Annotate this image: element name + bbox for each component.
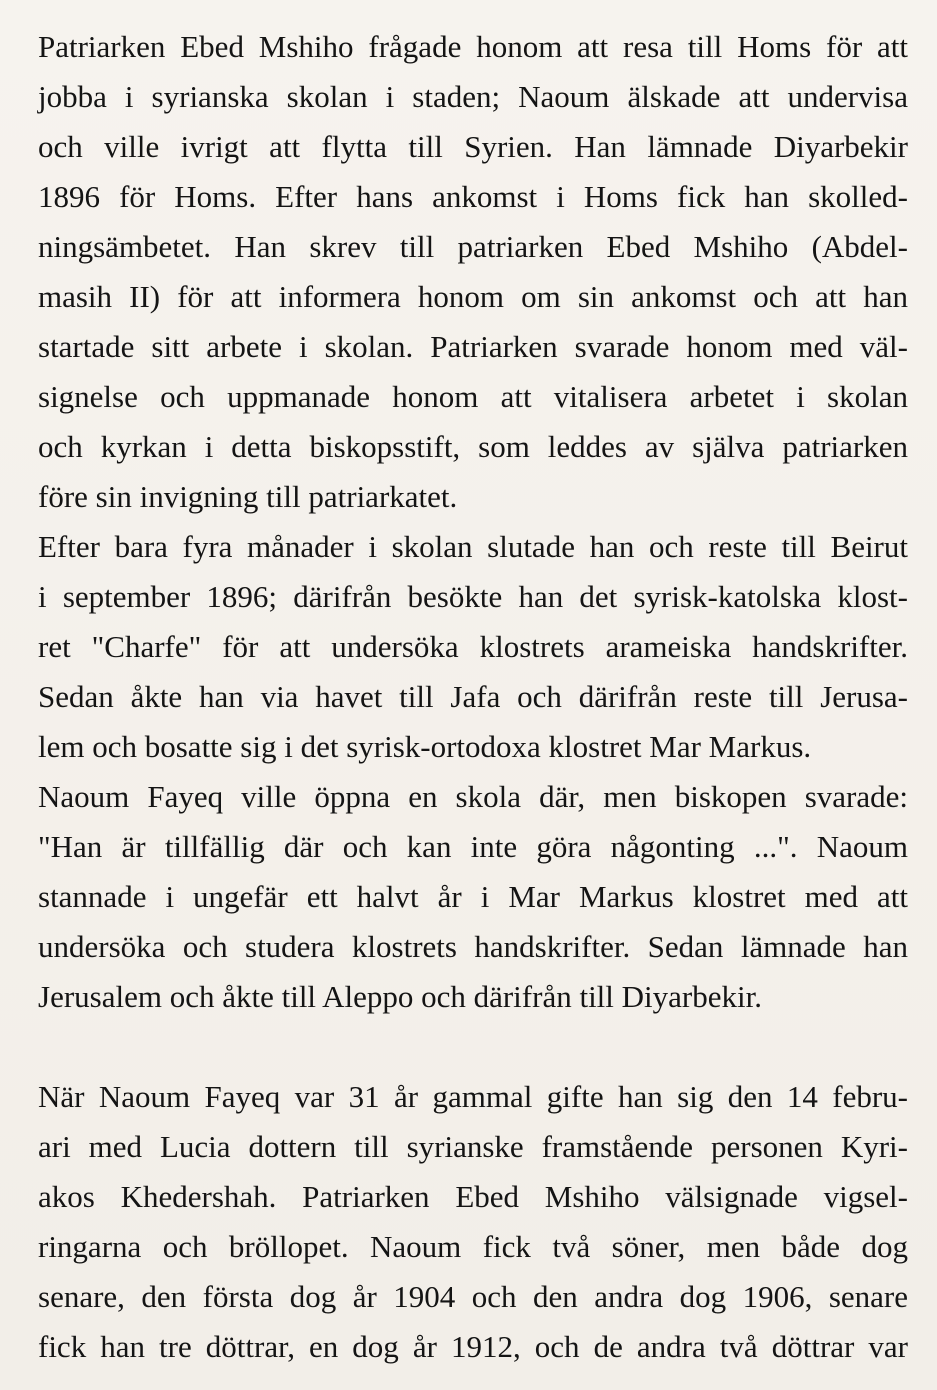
text-line: akos Khedershah. Patriarken Ebed Mshiho välsignade vigsel- bbox=[38, 1179, 908, 1214]
paragraph-4 bbox=[38, 1072, 908, 1372]
text-line: signelse och uppmanade honom att vitalisera arbetet i skolan bbox=[38, 379, 908, 414]
text-line: Sedan åkte han via havet till Jafa och därifrån reste till Jerusa- bbox=[38, 679, 908, 714]
paragraph-1 bbox=[38, 22, 908, 522]
text-line: lem och bosatte sig i det syrisk-ortodoxa klostret Mar Markus. bbox=[38, 729, 812, 764]
text-line: före sin invigning till patriarkatet. bbox=[38, 479, 458, 514]
text-line: Naoum Fayeq ville öppna en skola där, men biskopen svarade: bbox=[38, 779, 908, 814]
text-line: stannade i ungefär ett halvt år i Mar Markus klostret med att bbox=[38, 879, 908, 914]
text-line: senare, den första dog år 1904 och den andra dog 1906, senare bbox=[38, 1279, 908, 1314]
text-line: Patriarken Ebed Mshiho frågade honom att resa till Homs för att bbox=[38, 29, 908, 64]
text-line: När Naoum Fayeq var 31 år gammal gifte han sig den 14 febru- bbox=[38, 1079, 908, 1114]
paragraph-2 bbox=[38, 522, 908, 772]
text-line: i september 1896; därifrån besökte han det syrisk-katolska klost- bbox=[38, 579, 908, 614]
text-line: ringarna och bröllopet. Naoum fick två söner, men både dog bbox=[38, 1229, 908, 1264]
text-line: masih II) för att informera honom om sin ankomst och att han bbox=[38, 279, 908, 314]
text-line: och kyrkan i detta biskopsstift, som leddes av själva patriarken bbox=[38, 429, 908, 464]
text-line: fick han tre döttrar, en dog år 1912, och de andra två döttrar var bbox=[38, 1329, 908, 1364]
text-line: "Han är tillfällig där och kan inte göra någonting ...". Naoum bbox=[38, 829, 908, 864]
text-line: 1896 för Homs. Efter hans ankomst i Homs fick han skolled- bbox=[38, 179, 908, 214]
text-line: Efter bara fyra månader i skolan slutade han och reste till Beirut bbox=[38, 529, 908, 564]
text-line: Jerusalem och åkte till Aleppo och därifrån till Diyarbekir. bbox=[38, 979, 762, 1014]
paragraph-3 bbox=[38, 772, 908, 1022]
text-line: jobba i syrianska skolan i staden; Naoum älskade att undervisa bbox=[38, 79, 908, 114]
text-line: startade sitt arbete i skolan. Patriarken svarade honom med väl- bbox=[38, 329, 908, 364]
text-line: och ville ivrigt att flytta till Syrien. Han lämnade Diyarbekir bbox=[38, 129, 908, 164]
text-line: ari med Lucia dottern till syrianske framstående personen Kyri- bbox=[38, 1129, 908, 1164]
text-line: undersöka och studera klostrets handskrifter. Sedan lämnade han bbox=[38, 929, 908, 964]
text-line: ret "Charfe" för att undersöka klostrets arameiska handskrifter. bbox=[38, 629, 908, 664]
text-line: ningsämbetet. Han skrev till patriarken Ebed Mshiho (Abdel- bbox=[38, 229, 908, 264]
